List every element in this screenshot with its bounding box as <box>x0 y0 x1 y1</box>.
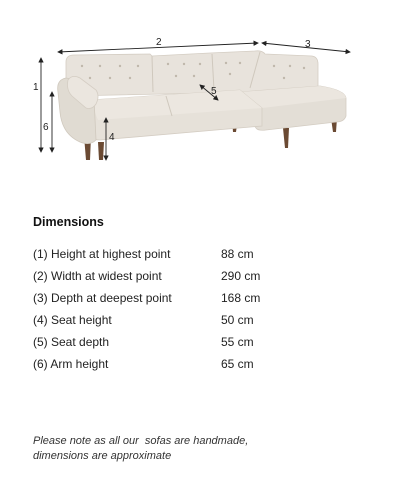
dimension-value: 168 cm <box>221 291 261 305</box>
note-line-2: dimensions are approximate <box>33 450 172 462</box>
sofa-illustration <box>58 51 346 160</box>
dimensions-table <box>33 243 301 375</box>
dimension-label: (5) Seat depth <box>33 335 110 349</box>
note-line-1: Please note as all our sofas are handmade, <box>33 435 249 447</box>
dimension-value: 290 cm <box>221 269 261 283</box>
dimension-value: 65 cm <box>221 357 254 371</box>
callout-1: 1 <box>33 82 39 93</box>
callout-3: 3 <box>305 39 311 50</box>
dimension-row <box>33 331 301 353</box>
dimension-label: (4) Seat height <box>33 313 112 327</box>
dimension-label: (6) Arm height <box>33 357 109 371</box>
dimension-value: 55 cm <box>221 335 254 349</box>
handmade-note <box>33 434 333 464</box>
dimension-row <box>33 265 301 287</box>
dimensions-heading: Dimensions <box>33 215 104 229</box>
dimension-row <box>33 243 301 265</box>
dimension-value: 88 cm <box>221 247 254 261</box>
sofa-dimension-figure <box>0 0 400 200</box>
dimension-value: 50 cm <box>221 313 254 327</box>
callout-6: 6 <box>43 122 49 133</box>
dimension-label: (1) Height at highest point <box>33 247 171 261</box>
callout-2: 2 <box>156 37 162 48</box>
dimension-row <box>33 353 301 375</box>
dimension-row <box>33 309 301 331</box>
callout-5: 5 <box>211 86 217 97</box>
callout-4: 4 <box>109 132 115 143</box>
dimension-row <box>33 287 301 309</box>
dimension-label: (2) Width at widest point <box>33 269 162 283</box>
dimension-label: (3) Depth at deepest point <box>33 291 172 305</box>
